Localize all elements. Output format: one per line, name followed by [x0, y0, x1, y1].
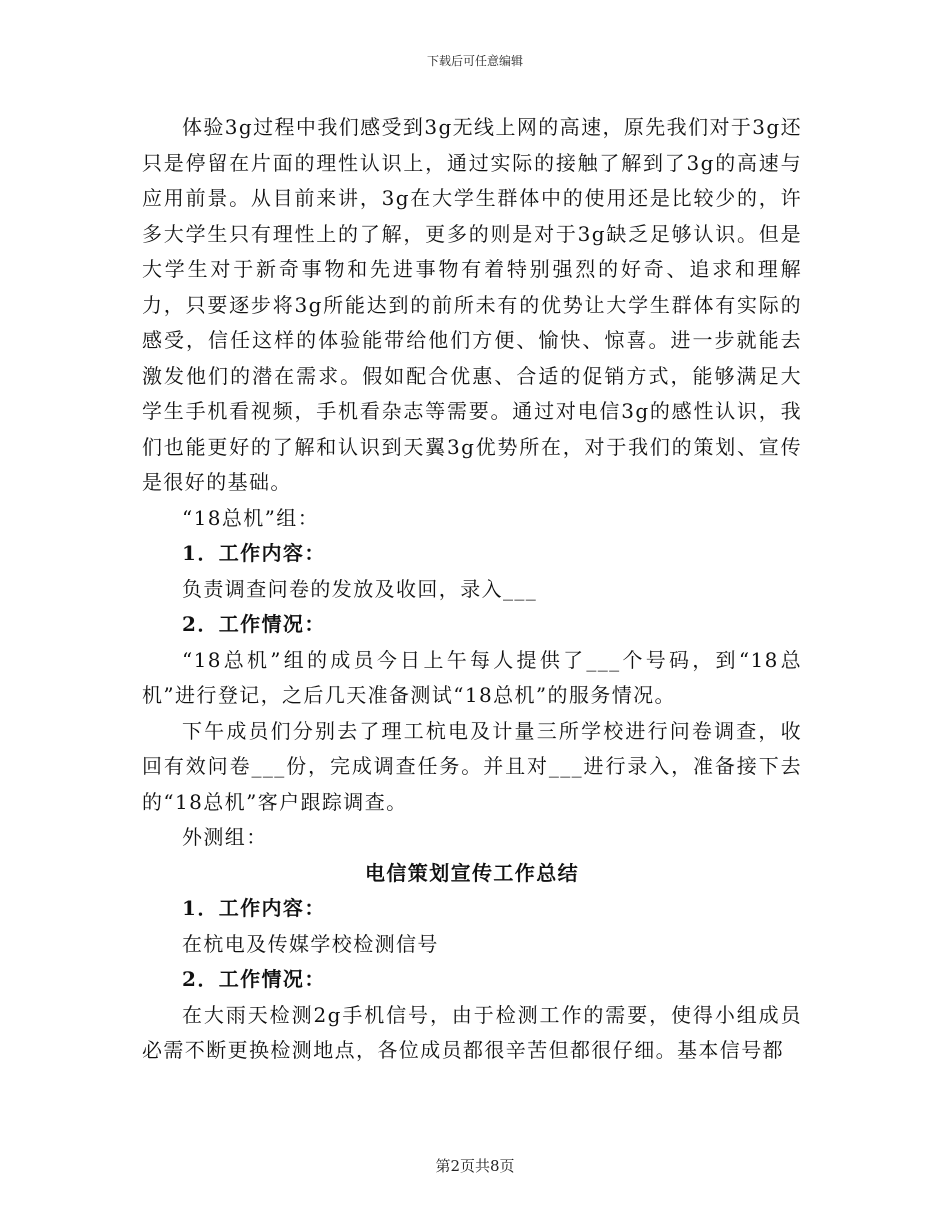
group-18-label: “18总机”组：: [182, 505, 320, 530]
group-18-work-content: 负责调查问卷的发放及收回，录入___: [182, 576, 538, 601]
group-18-status-paragraph-1: “18总机”组的成员今日上午每人提供了___个号码，到“18总机”进行登记，之后几天准备测试“18总机”的服务情况。: [142, 647, 802, 707]
group-18-work-status-heading: 2．工作情况：: [182, 612, 326, 636]
external-work-content: 在杭电及传媒学校检测信号: [182, 931, 439, 956]
section-title: 电信策划宣传工作总结: [365, 860, 579, 885]
group-18-status-paragraph-2: 下午成员们分别去了理工杭电及计量三所学校进行问卷调查，收回有效问卷___份，完成调查任务。并且对___进行录入，准备接下去的“18总机”客户跟踪调查。: [142, 718, 802, 814]
document-body: [142, 110, 802, 1069]
page-header: 下载后可任意编辑: [426, 54, 523, 68]
external-work-content-heading: 1．工作内容：: [182, 896, 326, 920]
external-work-status-heading: 2．工作情况：: [182, 967, 326, 991]
external-status-paragraph: 在大雨天检测2g手机信号，由于检测工作的需要，使得小组成员必需不断更换检测地点，各位成员都很辛苦但都很仔细。基本信号都: [142, 1002, 802, 1062]
page-footer: 第2页共8页: [435, 1157, 515, 1175]
group-18-work-content-heading: 1．工作内容：: [182, 541, 326, 565]
external-test-group-label: 外测组：: [182, 825, 268, 849]
intro-paragraph: 体验3g过程中我们感受到3g无线上网的高速，原先我们对于3g还只是停留在片面的理性认识上，通过实际的接触了解到了3g的高速与应用前景。从目前来讲，3g在大学生群体中的使用还是比较少的，许多大学生只有理性上的了解，更多的则是对于3g缺乏足够认识。但是大学生对于新奇事物和先进事物有着特别强烈的好奇、追求和理解力，只要逐步将3g所能达到的前所未有的优势让大学生群体有实际的感受，信任这样的体验能带给他们方便、愉快、惊喜。进一步就能去激发他们的潜在需求。假如配合优惠、合适的促销方式，能够满足大学生手机看视频，手机看杂志等需要。通过对电信3g的感性认识，我们也能更好的了解和认识到天翼3g优势所在，对于我们的策划、宣传是很好的基础。: [142, 115, 802, 494]
